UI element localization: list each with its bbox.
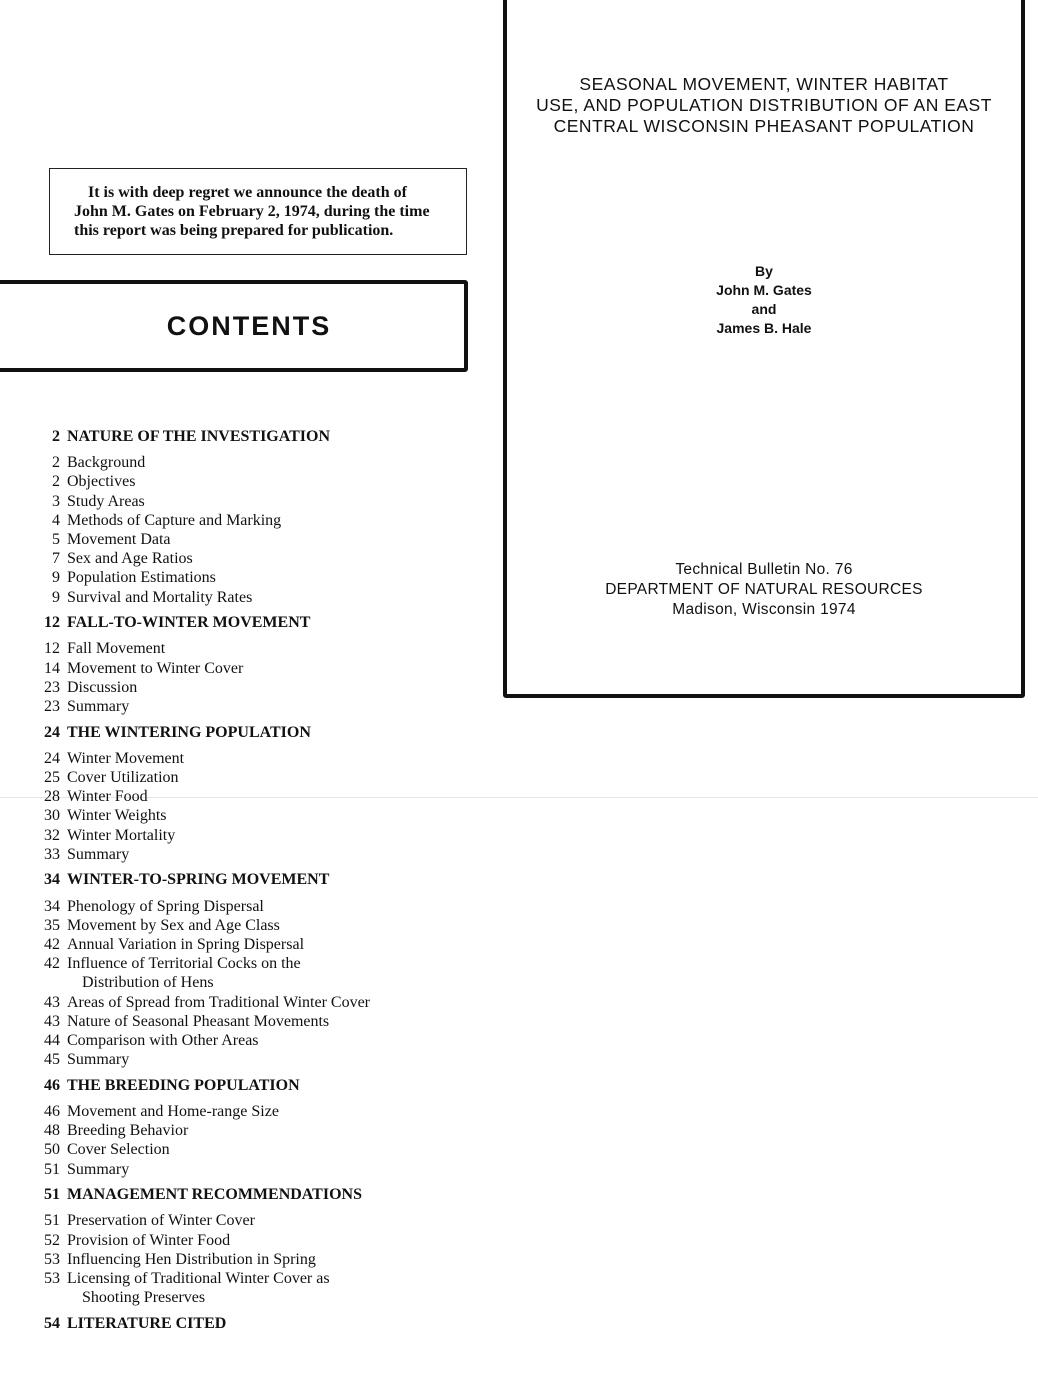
toc-entry (30, 845, 470, 864)
toc-heading-text: FALL-TO-WINTER MOVEMENT (67, 614, 311, 632)
toc-page-number: 24 (44, 723, 60, 741)
toc-page-number: 34 (44, 871, 60, 889)
publication-info (507, 560, 1021, 620)
toc-entry (30, 678, 470, 697)
toc-entry (30, 916, 470, 935)
toc-page-number: 42 (44, 955, 60, 973)
toc-page-number: 7 (52, 550, 60, 568)
toc-entry-text: Winter Weights (67, 807, 167, 825)
toc-page-number: 34 (44, 897, 60, 915)
toc-entry-text: Objectives (67, 473, 136, 491)
toc-entry-text: Winter Mortality (67, 826, 176, 844)
toc-page-number: 50 (44, 1141, 60, 1159)
toc-entry (30, 549, 470, 568)
toc-heading-text: MANAGEMENT RECOMMENDATIONS (67, 1186, 362, 1204)
toc-section-heading (30, 1076, 470, 1095)
toc-page-number: 51 (44, 1212, 60, 1230)
toc-entry (30, 697, 470, 716)
author-name: John M. Gates (716, 282, 812, 298)
toc-entry (30, 1269, 470, 1288)
toc-page-number: 33 (44, 845, 60, 863)
toc-entry (30, 1031, 470, 1050)
toc-page-number: 52 (44, 1231, 60, 1249)
bulletin-number: Technical Bulletin No. 76 (675, 561, 853, 578)
toc-page-number: 51 (44, 1186, 60, 1204)
toc-page-number: 44 (44, 1031, 60, 1049)
author-name: James B. Hale (716, 320, 812, 336)
toc-section-heading (30, 870, 470, 889)
toc-page-number: 30 (44, 807, 60, 825)
toc-section (30, 870, 470, 1069)
publisher-name: DEPARTMENT OF NATURAL RESOURCES (605, 581, 923, 598)
toc-page-number: 42 (44, 936, 60, 953)
toc-page-number: 53 (44, 1250, 60, 1268)
toc-page-number: 54 (44, 1314, 60, 1332)
toc-section-heading (30, 613, 470, 632)
toc-heading-text: LITERATURE CITED (67, 1314, 227, 1332)
toc-entry-text: Cover Utilization (67, 769, 179, 786)
toc-page-number: 43 (44, 1012, 60, 1030)
toc-page-number: 48 (44, 1122, 60, 1140)
toc-entry-text: Discussion (67, 678, 138, 696)
toc-page-number: 23 (44, 678, 60, 696)
toc-entry-text: Winter Movement (67, 749, 185, 767)
toc-page-number: 53 (44, 1270, 60, 1287)
toc-section-heading (30, 427, 470, 446)
toc-entry-text: Movement Data (67, 530, 171, 548)
toc-page-number: 2 (52, 428, 60, 445)
toc-page-number: 14 (44, 659, 60, 677)
toc-entry (30, 1102, 470, 1121)
toc-entry-text: Sex and Age Ratios (67, 550, 193, 568)
toc-entry (30, 1211, 470, 1230)
toc-section (30, 427, 470, 607)
toc-entry (30, 659, 470, 678)
toc-entry (30, 954, 470, 973)
toc-entry (30, 806, 470, 825)
toc-entry-text: Summary (67, 1160, 130, 1178)
toc-entry (30, 1231, 470, 1250)
toc-entry-text: Nature of Seasonal Pheasant Movements (67, 1012, 330, 1030)
toc-entry-text: Summary (67, 845, 130, 863)
toc-page-number: 25 (44, 769, 60, 786)
report-title (507, 74, 1021, 137)
toc-entry (30, 588, 470, 607)
toc-entry (30, 826, 470, 845)
toc-entry (30, 897, 470, 916)
toc-entry-text: Breeding Behavior (67, 1122, 189, 1140)
memorial-note (49, 168, 467, 255)
toc-entry-text: Influence of Territorial Cocks on the (67, 955, 301, 973)
toc-page-number: 4 (52, 511, 60, 529)
toc-section-heading (30, 1185, 470, 1204)
toc-page-number: 2 (52, 454, 60, 472)
toc-entry (30, 1160, 470, 1179)
toc-page-number: 35 (44, 916, 60, 934)
byline-by: By (755, 263, 773, 279)
memorial-line: John M. Gates on February 2, 1974, during the time (74, 203, 430, 220)
toc-entry-text: Preservation of Winter Cover (67, 1212, 255, 1230)
toc-entry-text: Provision of Winter Food (67, 1231, 231, 1249)
toc-entry-text: Population Estimations (67, 569, 216, 587)
toc-entry-text: Summary (67, 697, 130, 715)
contents-heading: CONTENTS (166, 310, 332, 341)
toc-entry-text: Influencing Hen Distribution in Spring (67, 1250, 316, 1268)
toc-entry-text: Phenology of Spring Dispersal (67, 897, 264, 915)
toc-entry (30, 787, 470, 806)
toc-entry-text: Annual Variation in Spring Dispersal (67, 936, 305, 953)
toc-page-number: 32 (44, 826, 60, 844)
toc-entry (30, 568, 470, 587)
toc-entry-text: Fall Movement (67, 640, 166, 658)
toc-entry-text: Summary (67, 1051, 130, 1069)
toc-entry (30, 453, 470, 472)
toc-page-number: 46 (44, 1076, 60, 1094)
toc-entry-text: Movement and Home-range Size (67, 1103, 279, 1120)
author-byline (507, 262, 1021, 338)
report-title-line: USE, AND POPULATION DISTRIBUTION OF AN EAST (536, 95, 992, 115)
toc-heading-text: WINTER-TO-SPRING MOVEMENT (67, 871, 330, 889)
toc-entry-text: Methods of Capture and Marking (67, 511, 282, 529)
toc-entry-text: Distribution of Hens (82, 974, 214, 992)
toc-page-number: 45 (44, 1051, 60, 1069)
byline-and: and (751, 301, 777, 317)
toc-page-number: 2 (52, 473, 60, 491)
contents-banner (0, 280, 468, 372)
toc-page-number: 12 (44, 640, 60, 658)
toc-section (30, 1314, 470, 1333)
toc-section (30, 723, 470, 864)
report-title-line: CENTRAL WISCONSIN PHEASANT POPULATION (553, 116, 975, 136)
toc-entry-text: Survival and Mortality Rates (67, 588, 253, 606)
toc-page-number: 23 (44, 697, 60, 715)
toc-entry-text: Background (67, 454, 146, 472)
toc-page-number: 43 (44, 993, 60, 1011)
toc-section (30, 613, 470, 716)
toc-section (30, 1185, 470, 1307)
toc-entry-text: Study Areas (67, 492, 145, 510)
toc-entry (30, 1012, 470, 1031)
toc-heading-text: NATURE OF THE INVESTIGATION (67, 428, 331, 445)
toc-entry (30, 472, 470, 491)
toc-entry (30, 1140, 470, 1159)
toc-page-number: 3 (52, 492, 60, 510)
toc-page-number: 9 (52, 569, 60, 587)
table-of-contents (30, 427, 470, 1340)
toc-page-number: 46 (44, 1103, 60, 1120)
toc-page-number: 24 (44, 749, 60, 767)
report-title-line: SEASONAL MOVEMENT, WINTER HABITAT (579, 74, 949, 94)
toc-entry (30, 511, 470, 530)
toc-page-number: 12 (44, 614, 60, 632)
toc-entry (30, 530, 470, 549)
toc-entry (30, 973, 470, 992)
memorial-line: this report was being prepared for publication. (74, 222, 394, 239)
toc-page-number: 51 (44, 1160, 60, 1178)
toc-entry (30, 1121, 470, 1140)
toc-entry-text: Licensing of Traditional Winter Cover as (67, 1270, 330, 1287)
toc-entry-text: Winter Food (67, 788, 148, 806)
toc-page-number: 9 (52, 588, 60, 606)
toc-section-heading (30, 1314, 470, 1333)
publication-place-date: Madison, Wisconsin 1974 (672, 601, 856, 618)
toc-entry (30, 1050, 470, 1069)
toc-heading-text: THE WINTERING POPULATION (67, 723, 311, 741)
toc-entry-text: Areas of Spread from Traditional Winter Cover (67, 993, 370, 1011)
toc-entry (30, 492, 470, 511)
toc-entry (30, 993, 470, 1012)
toc-entry-text: Movement by Sex and Age Class (67, 916, 280, 934)
toc-entry (30, 1288, 470, 1307)
toc-heading-text: THE BREEDING POPULATION (67, 1076, 300, 1094)
toc-section-heading (30, 723, 470, 742)
toc-entry-text: Comparison with Other Areas (67, 1031, 259, 1049)
toc-entry (30, 639, 470, 658)
toc-entry (30, 1250, 470, 1269)
toc-entry (30, 935, 470, 954)
toc-page-number: 28 (44, 788, 60, 806)
toc-entry (30, 768, 470, 787)
toc-entry (30, 749, 470, 768)
toc-section (30, 1076, 470, 1179)
toc-entry-text: Shooting Preserves (82, 1289, 206, 1307)
toc-page-number: 5 (52, 530, 60, 548)
title-page-panel (503, 0, 1025, 698)
memorial-line: It is with deep regret we announce the death of (88, 184, 407, 201)
toc-entry-text: Cover Selection (67, 1141, 170, 1159)
toc-entry-text: Movement to Winter Cover (67, 659, 244, 677)
